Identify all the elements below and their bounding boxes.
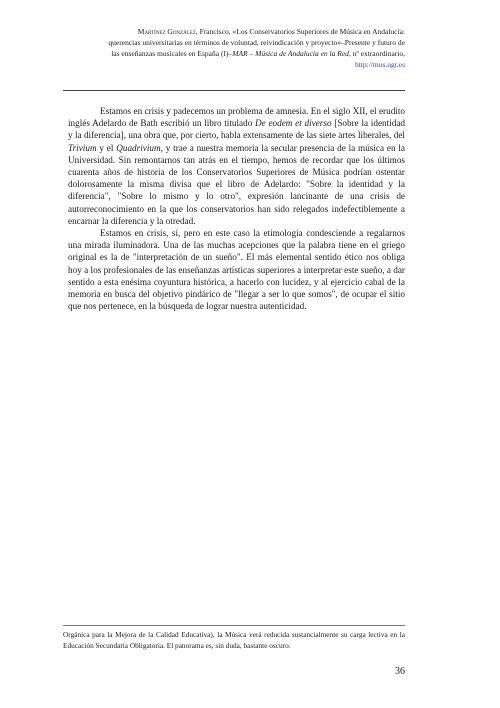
running-header	[75, 26, 405, 70]
p1-text-e: y el	[96, 142, 117, 153]
header-journal: MAR – Música de Andalucía en la Red	[232, 49, 349, 58]
header-line3c: , nº extraordinario,	[348, 49, 405, 58]
p1-text-a: Estamos en crisis y padecemos un problema de amnesia. En el siglo XII, el erudito inglés Adelardo de Bath escribió un libro titulado	[68, 106, 405, 129]
footnote: Orgánica para la Mejora de la Calidad Educativa), la Música verá reducida sustancialmente su carga lectiva en la Educación Secundaria Obligatoria. El panorama es, sin duda, bastante oscuro.	[63, 630, 405, 650]
p1-text-g: , y trae a nuestra memoria la secular presencia de la música en la Universidad. Sin remontarnos tan atrás en el tiempo, hemos de recordar que los últimos cuarenta años de historia de los Conservatorios Superiores de Música podrían ostentar dolorosamente la misma divisa que el libro de Adelardo: "Sobre la identidad y la diferencia", "Sobre lo mismo y lo otro", expresión lancinante de una crisis de autorreconocimiento en la que los conservatorios han sido relegados indefectiblemente a encarnar la diferencia y la otredad.	[68, 142, 405, 226]
footnote-divider	[63, 625, 405, 626]
header-divider	[63, 90, 405, 91]
header-line3a: las enseñanzas musicales en España (I)–	[111, 49, 233, 58]
header-author: Martínez González	[137, 27, 196, 36]
paragraph-1	[68, 105, 405, 227]
body-text	[68, 105, 405, 312]
p1-trivium: Trivium	[68, 142, 97, 153]
p1-text-c: [Sobre la identidad y la diferencia], una obra que, por cierto, habla extensamente de las siete artes liberales, del	[68, 118, 405, 141]
header-line2: querencias universitarias en términos de voluntad, reivindicación y proyecto»–Presente y futuro de	[108, 38, 405, 47]
page-number: 36	[395, 666, 405, 677]
header-line1: , Francisco, «Los Conservatorios Superiores de Música en Andalucía:	[195, 27, 405, 36]
header-url-link[interactable]: http://mus.ugr.es	[354, 60, 405, 69]
p1-book-title: De eodem et diverso	[255, 118, 332, 129]
paragraph-2: Estamos en crisis, sí, pero en este caso la etimología condesciende a regalarnos una mirada iluminadora. Una de las muchas acepciones que la palabra tiene en el griego original es la de "interpretación de un sueño". El más elemental sentido ético nos obliga hoy a los profesionales de las enseñanzas artísticas superiores a interpretar este sueño, a dar sentido a esta enésima coyuntura histórica, a hacerlo con lucidez, y al ejercicio cabal de la memoria en busca del objetivo pindárico de "llegar a ser lo que somos", de ocupar el sitio que nos pertenece, en la búsqueda de lograr nuestra autenticidad.	[68, 228, 405, 312]
p1-quadrivium: Quadrivium	[116, 142, 161, 153]
